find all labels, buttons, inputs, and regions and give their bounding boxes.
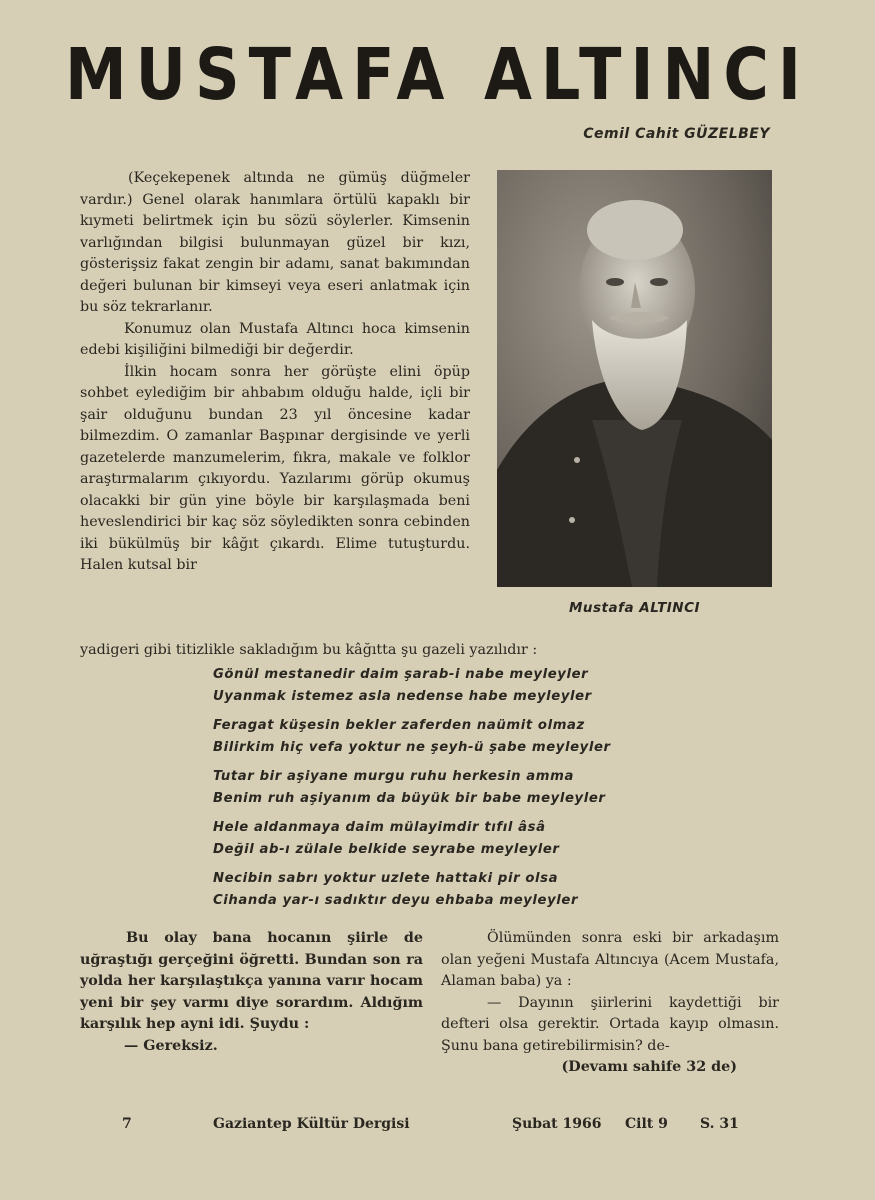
poem-line: Hele aldanmaya daim mülayimdir tıfıl âsâ xyxy=(213,820,546,835)
poem-stanza xyxy=(213,766,733,809)
portrait-photo xyxy=(497,170,772,587)
intro-paragraph: (Keçekepenek altında ne gümüş düğmeler vardır.) Genel olarak hanımlara örtülü kapaklı bir kıymeti belirtmek için bu sözü söylerler. Kimsenin varlığından bilgisi bulunmayan güzel bir kızı, gösterişsiz fakat zengin bir adamı, sanat bakımından değeri bulunan bir kimseyi veya eseri anlatmak için bu söz tekrarlanır. xyxy=(80,170,470,315)
poem-line: Uyanmak istemez asla nedense habe meyleyler xyxy=(213,688,592,704)
portrait-image xyxy=(497,170,772,587)
intro-paragraph: İlkin hocam sonra her görüşte elini öpüp sohbet eylediğim bir ahbabım olduğu halde, içli bir şair olduğunu bundan 23 yıl öncesine kadar bilmezdim. O zamanlar Başpınar dergisinde ve yerli gazetelerde manzumelerim, fıkra, makale ve folklor araştırmalarım çıkıyordu. Yazılarımı görüp okumuş olacakki bir gün yine böyle bir karşılaşmada beni heveslendirici bir kaç söz söyledikten sonra cebinden iki bükülmüş bir kâğıt çıkardı. Elime tutuşturdu. Halen kutsal bir xyxy=(80,363,470,573)
poem-line: Bilirkim hiç vefa yoktur ne şeyh-ü şabe meyleyler xyxy=(213,739,611,755)
poem-line: Tutar bir aşiyane murgu ruhu herkesin amma xyxy=(213,769,574,784)
right-column-paragraph: Ölümünden sonra eski bir arkadaşım olan yeğeni Mustafa Altıncıya (Acem Mustafa, Alaman baba) ya : xyxy=(441,930,779,989)
page-number: 7 xyxy=(122,1116,132,1132)
left-column xyxy=(80,928,423,1057)
photo-caption: Mustafa ALTINCI xyxy=(568,600,701,616)
poem-line: Feragat küşesin bekler zaferden naümit olmaz xyxy=(213,718,585,733)
article-title: MUSTAFA ALTINCI xyxy=(64,32,810,117)
intro-paragraph: Konumuz olan Mustafa Altıncı hoca kimsenin edebi kişiliğini bilmediği bir değerdir. xyxy=(80,320,470,358)
right-column xyxy=(441,928,779,1079)
author-name: Cemil Cahit GÜZELBEY xyxy=(583,126,770,142)
journal-name: Gaziantep Kültür Dergisi xyxy=(213,1116,410,1132)
intro-closing-line: yadigeri gibi titizlikle sakladığım bu kâğıtta şu gazeli yazılıdır : xyxy=(80,642,538,658)
poem-line: Necibin sabrı yoktur uzlete hattaki pir olsa xyxy=(213,871,559,886)
poem-line: Değil ab-ı zülale belkide seyrabe meyleyler xyxy=(213,841,560,857)
intro-text xyxy=(80,168,470,577)
left-column-reply: — Gereksiz. xyxy=(124,1037,218,1054)
poem-stanza xyxy=(213,664,733,707)
right-column-quote: — Dayının şiirlerini kaydettiği bir defteri olsa gerektir. Ortada kayıp olmasın. Şunu bana getirebilirmisin? de- xyxy=(441,994,779,1054)
continued-note: (Devamı sahife 32 de) xyxy=(561,1059,737,1075)
poem-stanza xyxy=(213,715,733,758)
poem-line: Gönül mestanedir daim şarab-i nabe meyleyler xyxy=(213,667,589,682)
issue-date: Şubat 1966 xyxy=(512,1116,602,1132)
issue-number: S. 31 xyxy=(700,1116,739,1132)
volume-number: Cilt 9 xyxy=(625,1116,668,1132)
poem xyxy=(213,664,733,919)
poem-stanza xyxy=(213,868,733,911)
left-column-paragraph: Bu olay bana hocanın şiirle de uğraştığı gerçeğini öğretti. Bundan son ra yolda her karşılaştıkça yanına varır hocam yeni bir şey varmı diye sorardım. Aldığım karşılık hep ayni idi. Şuydu : xyxy=(80,930,423,1032)
poem-line: Cihanda yar-ı sadıktır deyu ehbaba meyleyler xyxy=(213,892,579,908)
poem-line: Benim ruh aşiyanım da büyük bir babe meyleyler xyxy=(213,790,606,806)
poem-stanza xyxy=(213,817,733,860)
